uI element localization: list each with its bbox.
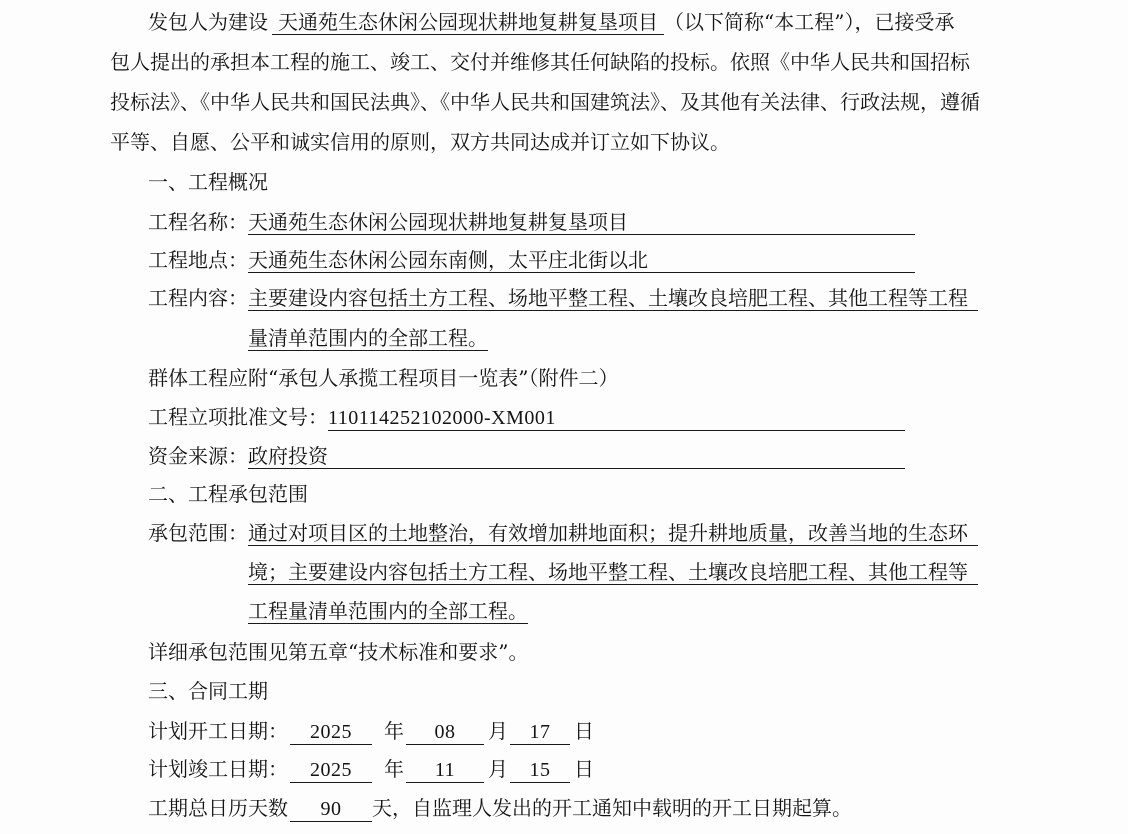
scope-label: 承包范围： [148,521,248,545]
duration-suffix: 天，自监理人发出的开工通知中载明的开工日期起算。 [372,796,852,820]
scope-value-2: 境；主要建设内容包括土方工程、场地平整工程、土壤改良培肥工程、其他工程等 [248,560,978,585]
month-unit: 月 [488,757,508,781]
scope-value-1: 通过对项目区的土地整治，有效增加耕地面积；提升耕地质量，改善当地的生态环 [248,521,978,546]
funding-source-value: 政府投资 [248,444,905,469]
planned-start-month: 08 [406,720,484,745]
scope-value-3: 工程量清单范围内的全部工程。 [248,599,528,623]
section-heading-overview: 一、工程概况 [148,170,268,194]
scope-row-2 [248,560,978,585]
planned-start-day: 17 [510,720,570,745]
project-name-row [148,210,915,235]
approval-number-row [148,405,905,431]
intro-project-name: 天通苑生态休闲公园现状耕地复耕复垦项目 [272,10,664,35]
planned-finish-day: 15 [510,758,570,783]
project-name-value: 天通苑生态休闲公园现状耕地复耕复垦项目 [248,210,915,235]
project-content-value-1: 主要建设内容包括土方工程、场地平整工程、土壤改良培肥工程、其他工程等工程 [248,286,978,311]
approval-number-value: 110114252102000-XM001 [328,406,905,431]
duration-label: 工期总日历天数 [148,796,288,820]
intro-line-4: 平等、自愿、公平和诚实信用的原则，双方共同达成并订立如下协议。 [110,130,730,154]
duration-row [148,796,852,822]
project-content-row [148,286,978,311]
section-heading-scope: 二、工程承包范围 [148,482,308,506]
section-heading-schedule: 三、合同工期 [148,679,268,703]
day-unit: 日 [574,757,594,781]
intro-suffix: （以下简称“本工程”），已接受承 [664,10,955,34]
planned-start-year: 2025 [290,720,372,745]
intro-line-1 [148,10,954,35]
scope-row-3 [248,599,528,624]
scope-detail-note: 详细承包范围见第五章“技术标准和要求”。 [148,640,529,664]
project-location-label: 工程地点： [148,248,248,272]
day-unit: 日 [574,719,594,743]
project-location-value: 天通苑生态休闲公园东南侧，太平庄北街以北 [248,248,915,273]
intro-line-2: 包人提出的承担本工程的施工、竣工、交付并维修其任何缺陷的投标。依照《中华人民共和国招标 [110,50,970,74]
scope-row-1 [148,521,978,546]
intro-line-3: 投标法》、《中华人民共和国民法典》、《中华人民共和国建筑法》、及其他有关法律、行政法规，遵循 [110,90,980,114]
planned-finish-label: 计划竣工日期： [148,757,288,781]
planned-finish-month: 11 [406,758,484,783]
project-content-row-2 [248,326,488,351]
planned-start-label: 计划开工日期： [148,719,288,743]
group-project-note: 群体工程应附“承包人承揽工程项目一览表”（附件二） [148,366,619,390]
planned-start-row [148,719,594,745]
duration-days: 90 [290,797,372,822]
project-location-row [148,248,915,273]
intro-prefix: 发包人为建设 [148,10,268,34]
month-unit: 月 [488,719,508,743]
planned-finish-year: 2025 [290,758,372,783]
funding-source-row [148,444,905,469]
year-unit: 年 [384,719,404,743]
year-unit: 年 [384,757,404,781]
project-content-label: 工程内容： [148,286,248,310]
project-content-value-2: 量清单范围内的全部工程。 [248,326,488,350]
planned-finish-row [148,757,594,783]
project-name-label: 工程名称： [148,210,248,234]
approval-number-label: 工程立项批准文号： [148,405,328,429]
funding-source-label: 资金来源： [148,444,248,468]
